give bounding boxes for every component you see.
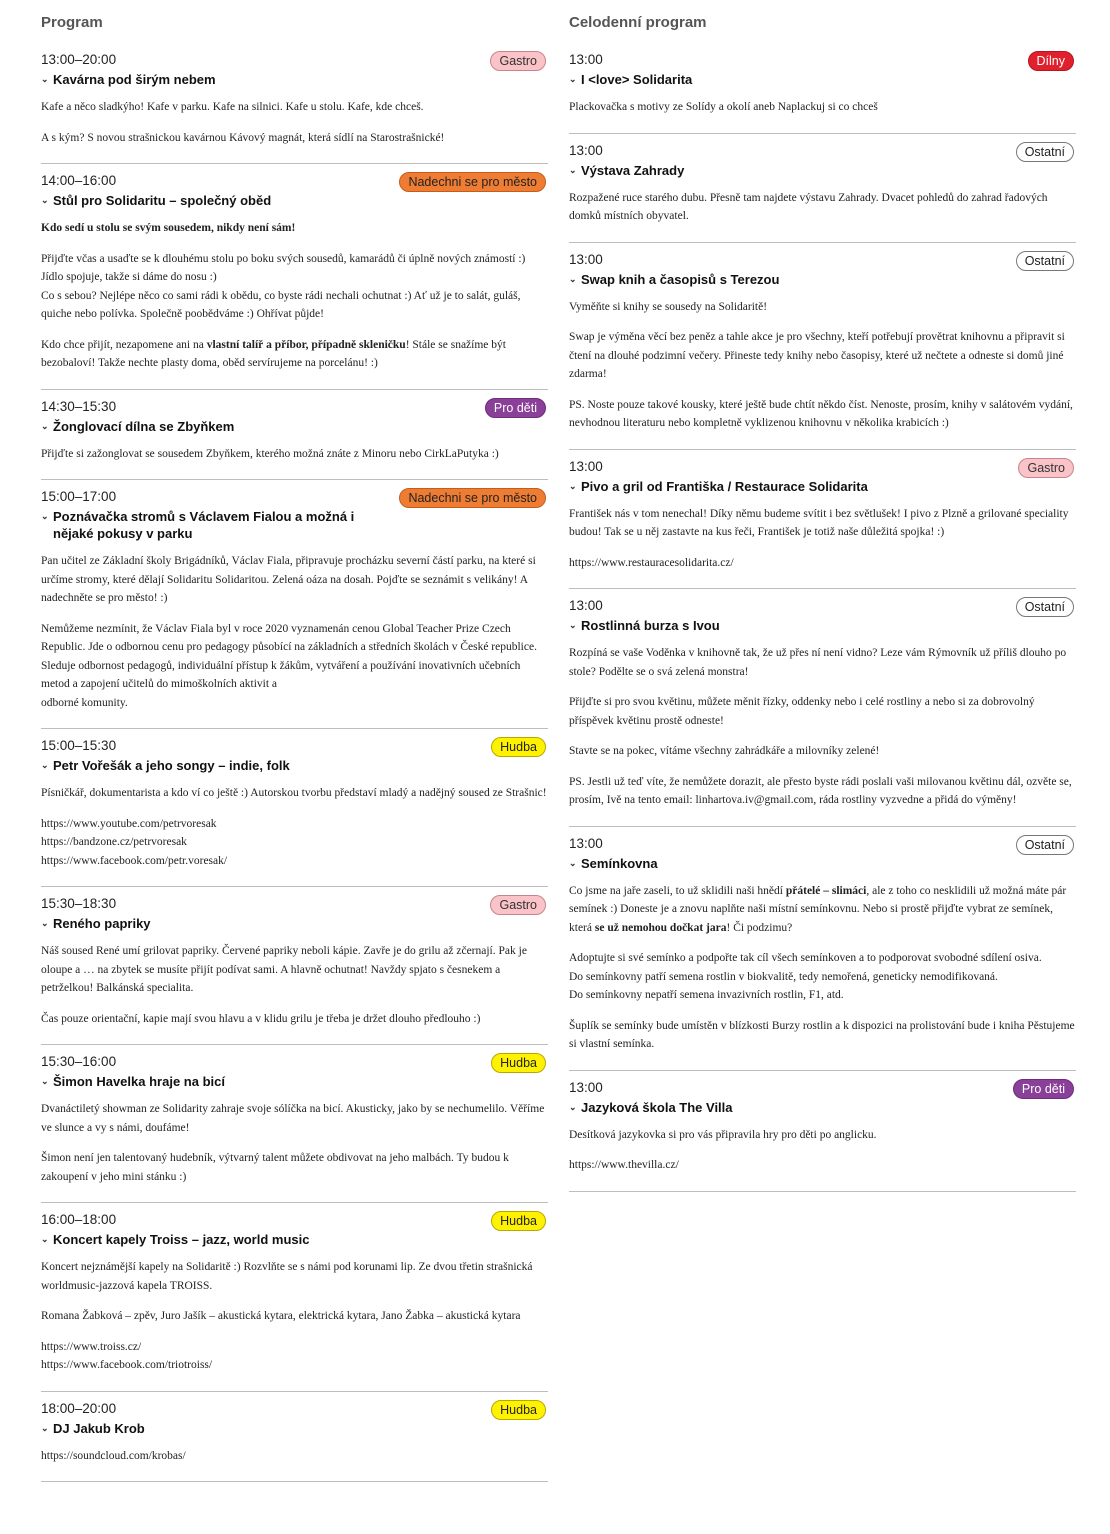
category-badge-gastro: Gastro bbox=[1018, 458, 1074, 478]
category-badge-dilny: Dílny bbox=[1028, 51, 1074, 71]
event-title-toggle[interactable] bbox=[41, 192, 378, 209]
event-title: Výstava Zahrady bbox=[581, 162, 685, 178]
event-description bbox=[569, 189, 1076, 226]
event-stul-pro-solidaritu bbox=[41, 172, 548, 390]
event-time: 15:30–18:30 bbox=[41, 896, 117, 911]
event-time: 13:00 bbox=[569, 1079, 603, 1095]
event-title-toggle[interactable] bbox=[569, 162, 906, 179]
event-paragraph: Šuplík se semínky bude umístěn v blízkosti Burzy rostlin a k dispozici na prolistování bude i kniha Pěstujeme si vlastní semínka. bbox=[569, 1019, 1075, 1050]
event-description bbox=[41, 98, 548, 147]
event-description bbox=[41, 445, 548, 464]
all-day-program-column bbox=[569, 0, 1076, 1200]
event-time: 13:00 bbox=[569, 142, 603, 158]
event-paragraph: Šimon není jen talentovaný hudebník, výtvarný talent můžete obdivovat na jeho malbách. Ty budou k zakoupení v jeho mini stánku :) bbox=[41, 1152, 509, 1183]
event-title: Jazyková škola The Villa bbox=[581, 1099, 733, 1115]
event-kavarna bbox=[41, 51, 548, 164]
event-title: Koncert kapely Troiss – jazz, world music bbox=[53, 1232, 310, 1247]
event-title-toggle[interactable] bbox=[569, 855, 906, 872]
event-time: 13:00 bbox=[569, 52, 603, 67]
event-description bbox=[569, 644, 1076, 810]
event-time: 14:00–16:00 bbox=[41, 173, 117, 188]
event-title: Petr Vořešák a jeho songy – indie, folk bbox=[53, 758, 290, 773]
troiss-web-link[interactable]: https://www.troiss.cz/ bbox=[41, 1340, 142, 1353]
event-paragraph: A s kým? S novou strašnickou kavárnou Kávový magnát, která sídlí na Starostrašnické! bbox=[41, 131, 445, 144]
event-paragraph: PS. Noste pouze takové kousky, které ještě bude chtít někdo číst. Nenoste, prosím, knihy v salátovém vydání, nevhodnou literaturu nebo kompletně vyklizenou knihovnu v několika krabicích :) bbox=[569, 398, 1073, 429]
event-zonglovaci-dilna bbox=[41, 398, 548, 481]
event-title: Kavárna pod širým nebem bbox=[53, 72, 216, 87]
event-i-love-solidarita bbox=[569, 51, 1076, 134]
event-simon-havelka bbox=[41, 1053, 548, 1203]
event-paragraph: Swap je výměna věcí bez peněz a tahle akce je pro všechny, kteří potřebují provětrat knihovnu a připravit si čtení na dlouhé podzimní večery. Přineste tedy knihy nebo časopisy, které už nečtete a odneste si domů jiné zdarma! bbox=[569, 331, 1065, 380]
event-description bbox=[41, 1258, 548, 1375]
program-column bbox=[41, 0, 548, 1490]
soundcloud-link[interactable]: https://soundcloud.com/krobas/ bbox=[41, 1449, 186, 1462]
event-paragraph: Romana Žabková – zpěv, Juro Jašík – akustická kytara, elektrická kytara, Jano Žabka – akustická kytara bbox=[41, 1310, 521, 1322]
category-badge-ostatni: Ostatní bbox=[1016, 597, 1074, 617]
chevron-down-icon: ⌄ bbox=[41, 195, 49, 205]
event-swap-knih bbox=[569, 251, 1076, 450]
event-paragraph: PS. Jestli už teď víte, že nemůžete dorazit, ale přesto byste rádi poslali vaši milovanou květinu dál, ozvěte se, prosím, Ivě na tento email: linhartova.iv@gmail.com, ráda rostliny vyzvedne a přidá do výměny! bbox=[569, 775, 1072, 806]
event-petr-voresak bbox=[41, 737, 548, 887]
event-description bbox=[41, 1447, 548, 1466]
event-paragraph: Přijďte si pro svou květinu, můžete měnit řízky, oddenky nebo i celé rostliny a nebo si za dobrovolný příspěvek květinu prostě odneste! bbox=[569, 696, 1035, 727]
category-badge-ostatni: Ostatní bbox=[1016, 251, 1074, 271]
bandzone-link[interactable]: https://bandzone.cz/petrvoresak bbox=[41, 836, 187, 848]
chevron-down-icon: ⌄ bbox=[41, 420, 49, 431]
category-badge-mesto: Nadechni se pro město bbox=[399, 488, 546, 508]
program-heading: Program bbox=[41, 14, 103, 31]
facebook-link[interactable]: https://www.facebook.com/petr.voresak/ bbox=[41, 854, 228, 867]
event-title-toggle[interactable] bbox=[41, 915, 378, 932]
event-title-toggle[interactable] bbox=[41, 508, 378, 542]
event-paragraph: Náš soused René umí grilovat papriky. Červené papriky neboli kápie. Zavře je do grilu až zčernají. Pak je oloupe a … na zbytek se musíte přijít podívat sami. A hlavně ochutnat! Navždy spjato s česnekem a petrželkou! Balkánská specialita. bbox=[41, 945, 527, 994]
event-time: 18:00–20:00 bbox=[41, 1400, 117, 1416]
event-paragraph: Desítková jazykovka si pro vás připravila hry pro děti po anglicku. bbox=[569, 1128, 877, 1141]
event-seminkovna bbox=[569, 835, 1076, 1071]
category-badge-mesto: Nadechni se pro město bbox=[399, 172, 546, 192]
event-time: 13:00–20:00 bbox=[41, 52, 117, 67]
category-badge-deti: Pro děti bbox=[485, 398, 546, 418]
event-title: Semínkovna bbox=[581, 855, 658, 871]
event-title: Žonglovací dílna se Zbyňkem bbox=[53, 418, 235, 434]
chevron-down-icon: ⌄ bbox=[41, 1234, 49, 1244]
event-title-toggle[interactable] bbox=[41, 757, 378, 774]
chevron-down-icon: ⌄ bbox=[569, 273, 577, 284]
event-reneho-papriky bbox=[41, 895, 548, 1045]
chevron-down-icon: ⌄ bbox=[41, 918, 49, 928]
all-day-program-heading: Celodenní program bbox=[569, 14, 707, 31]
event-title: Stůl pro Solidaritu – společný oběd bbox=[53, 193, 272, 208]
chevron-down-icon: ⌄ bbox=[569, 620, 577, 630]
event-time: 13:00 bbox=[569, 251, 603, 267]
event-description bbox=[569, 98, 1076, 117]
event-title-toggle[interactable] bbox=[41, 418, 378, 435]
category-badge-ostatni: Ostatní bbox=[1016, 142, 1074, 162]
event-description bbox=[41, 942, 548, 1028]
event-paragraph: Plackovačka s motivy ze Solídy a okolí aneb Naplackuj si co chceš bbox=[569, 101, 878, 113]
event-time: 13:00 bbox=[569, 598, 603, 613]
event-time: 15:30–16:00 bbox=[41, 1054, 117, 1069]
event-title: Šimon Havelka hraje na bicí bbox=[53, 1074, 225, 1089]
category-badge-hudba: Hudba bbox=[491, 737, 546, 757]
event-description bbox=[41, 552, 548, 712]
event-poznavacka-stromu bbox=[41, 488, 548, 729]
event-title-toggle[interactable] bbox=[41, 1231, 378, 1248]
event-description: Co jsme na jaře zaseli, to už sklidili naši hnědí přátelé – slimáci, ale z toho co nesklidili už možná máte pár semínek :) Doneste je a znovu naplňte naši místní semínkovnu. Nebo si prostě přijďte vybrat ze semínek, která se už nemohou dočkat jara! Či podzimu? Adoptujte si své semínko a podpořte tak cíl všech semínkoven a to podporovat svobodné sdílení osiva. Do semínkovny patří semena rostlin v biokvalitě, tedy nemořená, geneticky nemodifikovaná. Do semínkovny nepatří semena invazivních rostlin, F1, atd. Šuplík se semínky bude umístěn v blízkosti Burzy rostlin a k dispozici na prolistování bude i kniha Pěstujeme si vlastní semínka. bbox=[569, 882, 1076, 1054]
category-badge-hudba: Hudba bbox=[491, 1053, 546, 1073]
event-time: 13:00 bbox=[569, 835, 603, 851]
event-description bbox=[569, 298, 1076, 433]
event-paragraph: Písničkář, dokumentarista a kdo ví co ještě :) Autorskou tvorbu představí mladý a nadějný soused ze Strašnic! bbox=[41, 787, 547, 799]
event-title: I <love> Solidarita bbox=[581, 72, 693, 87]
chevron-down-icon: ⌄ bbox=[41, 760, 49, 770]
event-paragraph: Vyměňte si knihy se sousedy na Solidaritě! bbox=[569, 300, 768, 313]
event-title-toggle[interactable] bbox=[569, 271, 906, 288]
chevron-down-icon: ⌄ bbox=[569, 857, 577, 868]
event-paragraph: Přijďte si zažonglovat se sousedem Zbyňkem, kterého možná znáte z Minoru nebo CirkLaPutyka :) bbox=[41, 447, 499, 460]
event-paragraph: Dvanáctiletý showman ze Solidarity zahraje svoje sólíčka na bicí. Akusticky, jako by se nechumelilo. Věříme ve slunce a vy s námi, doufáme! bbox=[41, 1103, 545, 1134]
event-title-toggle[interactable] bbox=[569, 617, 906, 634]
event-dj-jakub-krob bbox=[41, 1400, 548, 1483]
category-badge-ostatni: Ostatní bbox=[1016, 835, 1074, 855]
event-paragraph: Co s sebou? Nejlépe něco co sami rádi k obědu, co byste rádi nechali ochutnat :) Ať už je to salát, guláš, quiche nebo polívka. Společně poobědváme :) Ohřívat půjde! bbox=[41, 289, 521, 320]
event-title-toggle[interactable] bbox=[569, 71, 906, 88]
event-paragraph: Čas pouze orientační, kapie mají svou hlavu a v klidu grilu je třeba je držet dlouho předlouho :) bbox=[41, 1012, 481, 1025]
event-title-toggle[interactable] bbox=[41, 1073, 378, 1090]
category-badge-deti: Pro děti bbox=[1013, 1079, 1074, 1099]
event-title-toggle[interactable] bbox=[41, 71, 378, 88]
event-time: 15:00–17:00 bbox=[41, 489, 117, 504]
event-title: Reného papriky bbox=[53, 916, 151, 931]
youtube-link[interactable]: https://www.youtube.com/petrvoresak bbox=[41, 817, 217, 830]
chevron-down-icon: ⌄ bbox=[41, 1076, 49, 1086]
event-paragraph: Rozpažené ruce starého dubu. Přesně tam najdete výstavu Zahrady. Dvacet pohledů do zahrad řadových domků místních obyvatel. bbox=[569, 191, 1048, 222]
chevron-down-icon: ⌄ bbox=[41, 1422, 49, 1433]
event-description: Kdo sedí u stolu se svým sousedem, nikdy není sám! Přijďte včas a usaďte se k dlouhému stolu po boku svých sousedů, kamarádů či úplně nových známostí :) Jídlo spojuje, takže si dáme do nosu :) Co s sebou? Nejlépe něco co sami rádi k obědu, co byste rádi nechali ochutnat :) Ať už je to salát, guláš, quiche nebo polívka. Společně poobědváme :) Ohřívat půjde! Kdo chce přijít, nezapomene ani na vlastní talíř a příbor, případně skleničku! Stále se snažíme být bezobaloví! Takže nechte plasty doma, oběd servírujeme na porcelánu! :) bbox=[41, 222, 526, 369]
event-title: DJ Jakub Krob bbox=[53, 1420, 145, 1436]
event-paragraph-bold: Kdo sedí u stolu se svým sousedem, nikdy není sám! bbox=[41, 222, 296, 234]
event-title: Poznávačka stromů s Václavem Fialou a možná i nějaké pokusy v parku bbox=[53, 509, 355, 541]
facebook-link[interactable]: https://www.facebook.com/triotroiss/ bbox=[41, 1359, 213, 1371]
event-time: 15:00–15:30 bbox=[41, 738, 117, 753]
category-badge-gastro: Gastro bbox=[490, 51, 546, 71]
category-badge-gastro: Gastro bbox=[490, 895, 546, 915]
category-badge-hudba: Hudba bbox=[491, 1400, 546, 1420]
chevron-down-icon: ⌄ bbox=[569, 480, 577, 491]
chevron-down-icon: ⌄ bbox=[569, 164, 577, 175]
event-rostlinna-burza bbox=[569, 597, 1076, 827]
event-koncert-troiss bbox=[41, 1211, 548, 1392]
event-time: 14:30–15:30 bbox=[41, 398, 117, 414]
event-title: Rostlinná burza s Ivou bbox=[581, 618, 720, 633]
event-paragraph: Koncert nejznámější kapely na Solidaritě :) Rozvlňte se s námi pod korunami lip. Ze dvou třetin strašnická worldmusic-jazzová kapela TROISS. bbox=[41, 1261, 533, 1292]
event-title-toggle[interactable] bbox=[41, 1420, 378, 1437]
event-paragraph: Nemůžeme nezmínit, že Václav Fiala byl v roce 2020 vyznamenán cenou Global Teacher Prize Czech Republic. Jde o odbornou cenu pro pedagogy působící na základních a středních školách v České republice. Sleduje odbornost pedagogů, individuální přístup k žákům, vytváření a používání inovativních učebních metod a zapojení učitelů do mimoškolních aktivit a bbox=[41, 622, 537, 690]
event-title: Swap knih a časopisů s Terezou bbox=[581, 271, 780, 287]
event-paragraph: František nás v tom nenechal! Díky němu budeme svítit i bez světlušek! I pivo z Plzně a grilované speciality budou! Tak se u něj zastavte na kus řeči, František je totiž naše důležitá spojka! :) bbox=[569, 507, 1069, 538]
event-description bbox=[569, 1126, 1076, 1175]
event-description bbox=[41, 1100, 548, 1186]
event-description bbox=[569, 505, 1076, 573]
event-paragraph: odborné komunity. bbox=[41, 696, 128, 709]
category-badge-hudba: Hudba bbox=[491, 1211, 546, 1231]
event-description bbox=[41, 784, 548, 870]
event-paragraph: Stavte se na pokec, vítáme všechny zahrádkáře a milovníky zelené! bbox=[569, 745, 880, 757]
event-paragraph: Přijďte včas a usaďte se k dlouhému stolu po boku svých sousedů, kamarádů či úplně nových známostí :) Jídlo spojuje, takže si dáme do nosu :) bbox=[41, 252, 526, 283]
chevron-down-icon: ⌄ bbox=[41, 511, 49, 521]
event-title-toggle[interactable] bbox=[569, 478, 906, 495]
event-pivo-a-gril bbox=[569, 458, 1076, 590]
chevron-down-icon: ⌄ bbox=[41, 74, 49, 84]
chevron-down-icon: ⌄ bbox=[569, 74, 577, 84]
thevilla-link[interactable]: https://www.thevilla.cz/ bbox=[569, 1159, 679, 1171]
restaurace-link[interactable]: https://www.restauracesolidarita.cz/ bbox=[569, 556, 734, 569]
event-vystava-zahrady bbox=[569, 142, 1076, 243]
event-title: Pivo a gril od Františka / Restaurace Solidarita bbox=[581, 478, 868, 494]
chevron-down-icon: ⌄ bbox=[569, 1101, 577, 1112]
event-paragraph: Rozpíná se vaše Voděnka v knihovně tak, že už přes ní není vidno? Leze vám Rýmovník už příliš dlouho po stole? Podělte se o svá zelená monstra! bbox=[569, 647, 1067, 678]
event-paragraph: Pan učitel ze Základní školy Brigádníků, Václav Fiala, připravuje procházku severní částí parku, na které si určíme stromy, které dělají Solidaritu Solidaritou. Zelená oáza na dosah. Pojďte se seznámit s velikány! A nadechněte se pro město! :) bbox=[41, 555, 536, 604]
event-time: 16:00–18:00 bbox=[41, 1212, 117, 1227]
event-paragraph: Kafe a něco sladkýho! Kafe v parku. Kafe na silnici. Kafe u stolu. Kafe, kde chceš. bbox=[41, 101, 424, 113]
event-jazykova-skola bbox=[569, 1079, 1076, 1192]
event-title-toggle[interactable] bbox=[569, 1099, 906, 1116]
event-time: 13:00 bbox=[569, 458, 603, 474]
